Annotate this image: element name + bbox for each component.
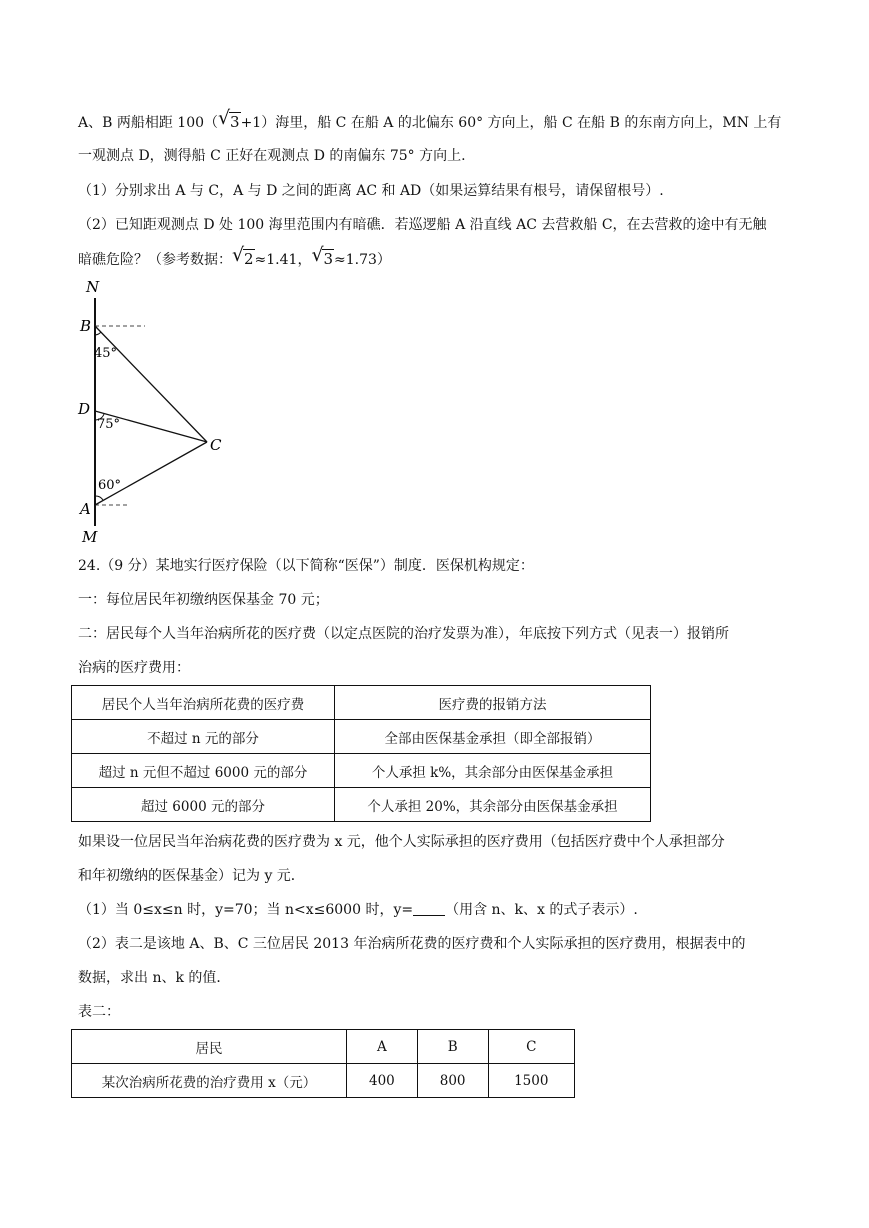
p23-question1: （1）分别求出 A 与 C，A 与 D 之间的距离 AC 和 AD（如果运算结果有根号，请保留根号）.: [78, 183, 664, 199]
table-row: [72, 720, 651, 754]
label-n: N: [86, 278, 100, 296]
table-row: [72, 754, 651, 788]
angle-label-d: 75°: [97, 417, 121, 432]
table-cell: 400: [347, 1064, 418, 1098]
table-cell: 不超过 n 元的部分: [72, 720, 335, 754]
reimbursement-table: [71, 685, 651, 822]
sqrt-3-symbol: √ 3: [311, 244, 333, 268]
table-cell: 1500: [488, 1064, 574, 1098]
label-c: C: [210, 436, 222, 454]
p24-title: 24.（9 分）某地实行医疗保险（以下简称“医保”）制度．医保机构规定：: [78, 558, 534, 574]
table-cell: 个人承担 20%，其余部分由医保基金承担: [335, 788, 651, 822]
table-cell: 全部由医保基金承担（即全部报销）: [335, 720, 651, 754]
sqrt-3-symbol: √ 3: [218, 107, 240, 131]
table-cell: 某次治病所花费的治疗费用 x（元）: [72, 1064, 347, 1098]
geometry-figure: [70, 276, 240, 548]
label-d: D: [78, 400, 91, 418]
table-cell: 超过 n 元但不超过 6000 元的部分: [72, 754, 335, 788]
p23-line1: A、B 两船相距 100（ √ 3+1）海里，船 C 在船 A 的北偏东 60° 方向上，船 C 在船 B 的东南方向上，MN 上有: [78, 107, 782, 131]
table-row: [72, 788, 651, 822]
label-m: M: [82, 528, 98, 546]
table-header-row: [72, 1030, 575, 1064]
answer-blank: [413, 901, 445, 916]
p24-paragraph-line1: 如果设一位居民当年治病花费的医疗费为 x 元，他个人实际承担的医疗费用（包括医疗费中个人承担部分: [78, 834, 725, 850]
table-header-cell: 居民个人当年治病所花费的医疗费: [72, 686, 335, 720]
p24-rule1: 一：每位居民年初缴纳医保基金 70 元；: [78, 592, 329, 608]
p23-line2: 一观测点 D，测得船 C 正好在观测点 D 的南偏东 75° 方向上.: [78, 148, 466, 164]
segment-ac: [95, 442, 207, 505]
p24-question2-line1: （2）表二是该地 A、B、C 三位居民 2013 年治病所花费的医疗费和个人实际承担的医疗费用，根据表中的: [78, 936, 746, 952]
residents-table: [71, 1029, 575, 1098]
p24-question2-line2: 数据，求出 n、k 的值．: [78, 970, 231, 986]
p24-rule2-line2: 治病的医疗费用：: [78, 660, 190, 676]
table2-caption: 表二：: [78, 1004, 120, 1020]
table-header-cell: B: [417, 1030, 488, 1064]
p24-question1: （1）当 0≤x≤n 时，y=70；当 n<x≤6000 时，y= （用含 n、k、x 的式子表示）.: [78, 902, 638, 918]
table-header-cell: 医疗费的报销方法: [335, 686, 651, 720]
table-cell: 个人承担 k%，其余部分由医保基金承担: [335, 754, 651, 788]
p23-question2-line2: 暗礁危险？（参考数据： √ 2≈1.41， √ 3≈1.73）: [78, 244, 391, 268]
sqrt-2-symbol: √ 2: [232, 244, 254, 268]
angle-label-b: 45°: [94, 346, 118, 361]
angle-label-a: 60°: [98, 478, 122, 493]
p23-question2-line1: （2）已知距观测点 D 处 100 海里范围内有暗礁．若巡逻船 A 沿直线 AC 去营救船 C，在去营救的途中有无触: [78, 217, 767, 233]
table-header-cell: C: [488, 1030, 574, 1064]
label-b: B: [80, 317, 92, 335]
table-row: [72, 1064, 575, 1098]
table-header-row: [72, 686, 651, 720]
label-a: A: [80, 500, 91, 518]
p24-rule2-line1: 二：居民每个人当年治病所花的医疗费（以定点医院的治疗发票为准），年底按下列方式（见表一）报销所: [78, 626, 729, 642]
table-header-cell: 居民: [72, 1030, 347, 1064]
table-cell: 800: [417, 1064, 488, 1098]
angle-arc-a: [95, 496, 103, 500]
table-cell: 超过 6000 元的部分: [72, 788, 335, 822]
table-header-cell: A: [347, 1030, 418, 1064]
p24-paragraph-line2: 和年初缴纳的医保基金）记为 y 元．: [78, 868, 305, 884]
